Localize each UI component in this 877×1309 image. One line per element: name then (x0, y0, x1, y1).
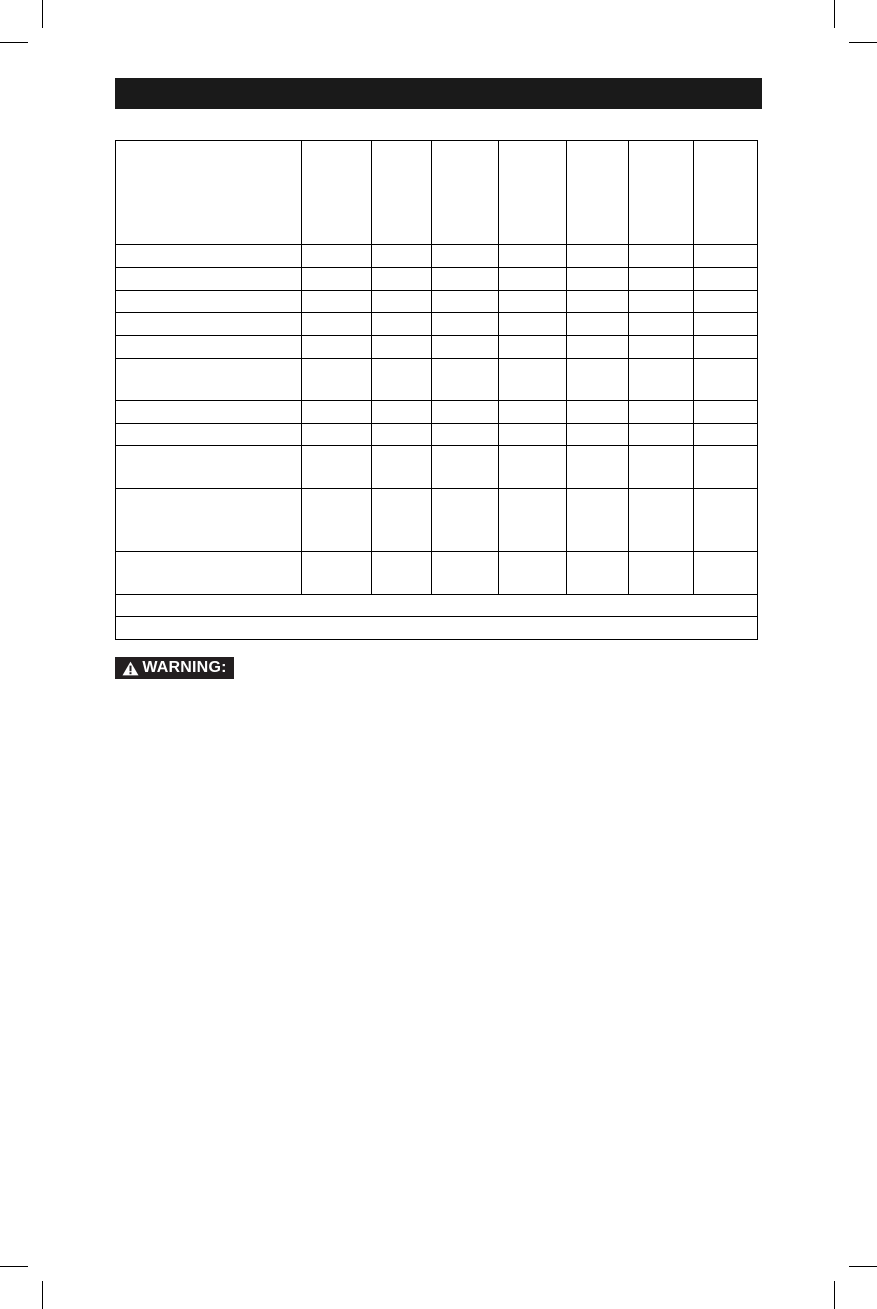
table-cell (116, 268, 302, 291)
crop-mark-top-left-vertical (42, 0, 43, 28)
warning-triangle-icon (122, 661, 139, 676)
table-cell (499, 268, 567, 291)
table-cell (694, 313, 758, 336)
table-row (116, 268, 758, 291)
table-cell (629, 268, 694, 291)
table-cell (567, 424, 629, 446)
crop-mark-top-right-vertical (834, 0, 835, 28)
section-header-bar (115, 78, 762, 109)
table-row (116, 552, 758, 595)
table-cell (302, 401, 372, 424)
crop-mark-top-right-horizontal (849, 42, 877, 43)
table-cell (499, 489, 567, 552)
table-cell (567, 401, 629, 424)
table-row (116, 336, 758, 359)
table-cell (629, 141, 694, 245)
table-cell (372, 268, 432, 291)
table-cell (694, 291, 758, 313)
table-cell (567, 313, 629, 336)
table-cell (116, 313, 302, 336)
table-cell (372, 552, 432, 595)
table-cell (302, 359, 372, 401)
table-cell (567, 359, 629, 401)
table-cell (302, 489, 372, 552)
table-cell (499, 424, 567, 446)
table-cell (694, 446, 758, 489)
table-cell (302, 245, 372, 268)
table-cell (302, 141, 372, 245)
table-cell (432, 336, 499, 359)
table-cell (116, 245, 302, 268)
table-cell (432, 401, 499, 424)
table-cell (629, 401, 694, 424)
table-cell (432, 141, 499, 245)
table-cell (432, 245, 499, 268)
table-cell (372, 489, 432, 552)
warning-label: WARNING: (142, 659, 227, 676)
table-row (116, 313, 758, 336)
table-cell (694, 552, 758, 595)
table-cell (499, 313, 567, 336)
table-note-row (116, 617, 758, 640)
table-cell (302, 336, 372, 359)
table-cell (694, 489, 758, 552)
table-cell (116, 489, 302, 552)
table-note-row (116, 595, 758, 617)
table-note-cell (116, 595, 758, 617)
table-cell (694, 245, 758, 268)
table-cell (499, 336, 567, 359)
table-cell (432, 424, 499, 446)
table-cell (499, 141, 567, 245)
table-cell (432, 359, 499, 401)
table-header-row (116, 141, 758, 245)
table-cell (372, 359, 432, 401)
table-cell (499, 359, 567, 401)
specification-table (115, 140, 758, 640)
table-cell (372, 446, 432, 489)
table-cell (116, 446, 302, 489)
table-cell (372, 401, 432, 424)
table-cell (629, 291, 694, 313)
table-cell (567, 268, 629, 291)
warning-badge (115, 657, 234, 679)
table-cell (432, 552, 499, 595)
table-cell (694, 336, 758, 359)
crop-mark-bottom-right-vertical (834, 1281, 835, 1309)
table-cell (694, 141, 758, 245)
table-cell (567, 291, 629, 313)
table-cell (567, 336, 629, 359)
table-row (116, 291, 758, 313)
crop-mark-top-left-horizontal (0, 42, 28, 43)
table-cell (302, 552, 372, 595)
crop-mark-bottom-left-horizontal (0, 1266, 28, 1267)
table-cell (567, 446, 629, 489)
table-cell (116, 552, 302, 595)
table-cell (694, 424, 758, 446)
table-cell (116, 141, 302, 245)
crop-mark-bottom-right-horizontal (849, 1266, 877, 1267)
table-cell (116, 424, 302, 446)
table-cell (432, 446, 499, 489)
table-cell (567, 489, 629, 552)
table-cell (302, 313, 372, 336)
table-cell (629, 489, 694, 552)
table-cell (372, 141, 432, 245)
table-cell (116, 291, 302, 313)
table-row (116, 401, 758, 424)
table-cell (499, 245, 567, 268)
table-cell (372, 424, 432, 446)
table-cell (629, 552, 694, 595)
table-cell (629, 359, 694, 401)
table-cell (372, 245, 432, 268)
table-cell (372, 313, 432, 336)
table-cell (372, 336, 432, 359)
table-cell (302, 446, 372, 489)
table-cell (499, 401, 567, 424)
table-cell (116, 359, 302, 401)
table-cell (302, 268, 372, 291)
table-cell (499, 291, 567, 313)
table-cell (629, 313, 694, 336)
table-cell (629, 446, 694, 489)
table-cell (372, 291, 432, 313)
table-row (116, 359, 758, 401)
table-cell (694, 359, 758, 401)
table-cell (302, 424, 372, 446)
table-cell (567, 245, 629, 268)
table-cell (302, 291, 372, 313)
table-cell (694, 401, 758, 424)
table-cell (432, 313, 499, 336)
table-cell (499, 446, 567, 489)
table-row (116, 245, 758, 268)
table-row (116, 489, 758, 552)
table-cell (629, 245, 694, 268)
table-cell (629, 424, 694, 446)
table-cell (567, 141, 629, 245)
table-cell (694, 268, 758, 291)
table-cell (432, 489, 499, 552)
table-cell (432, 291, 499, 313)
table-cell (499, 552, 567, 595)
table-cell (116, 336, 302, 359)
table-row (116, 446, 758, 489)
table-cell (629, 336, 694, 359)
table-note-cell (116, 617, 758, 640)
table-cell (567, 552, 629, 595)
table-cell (116, 401, 302, 424)
table-row (116, 424, 758, 446)
crop-mark-bottom-left-vertical (42, 1281, 43, 1309)
table-cell (432, 268, 499, 291)
